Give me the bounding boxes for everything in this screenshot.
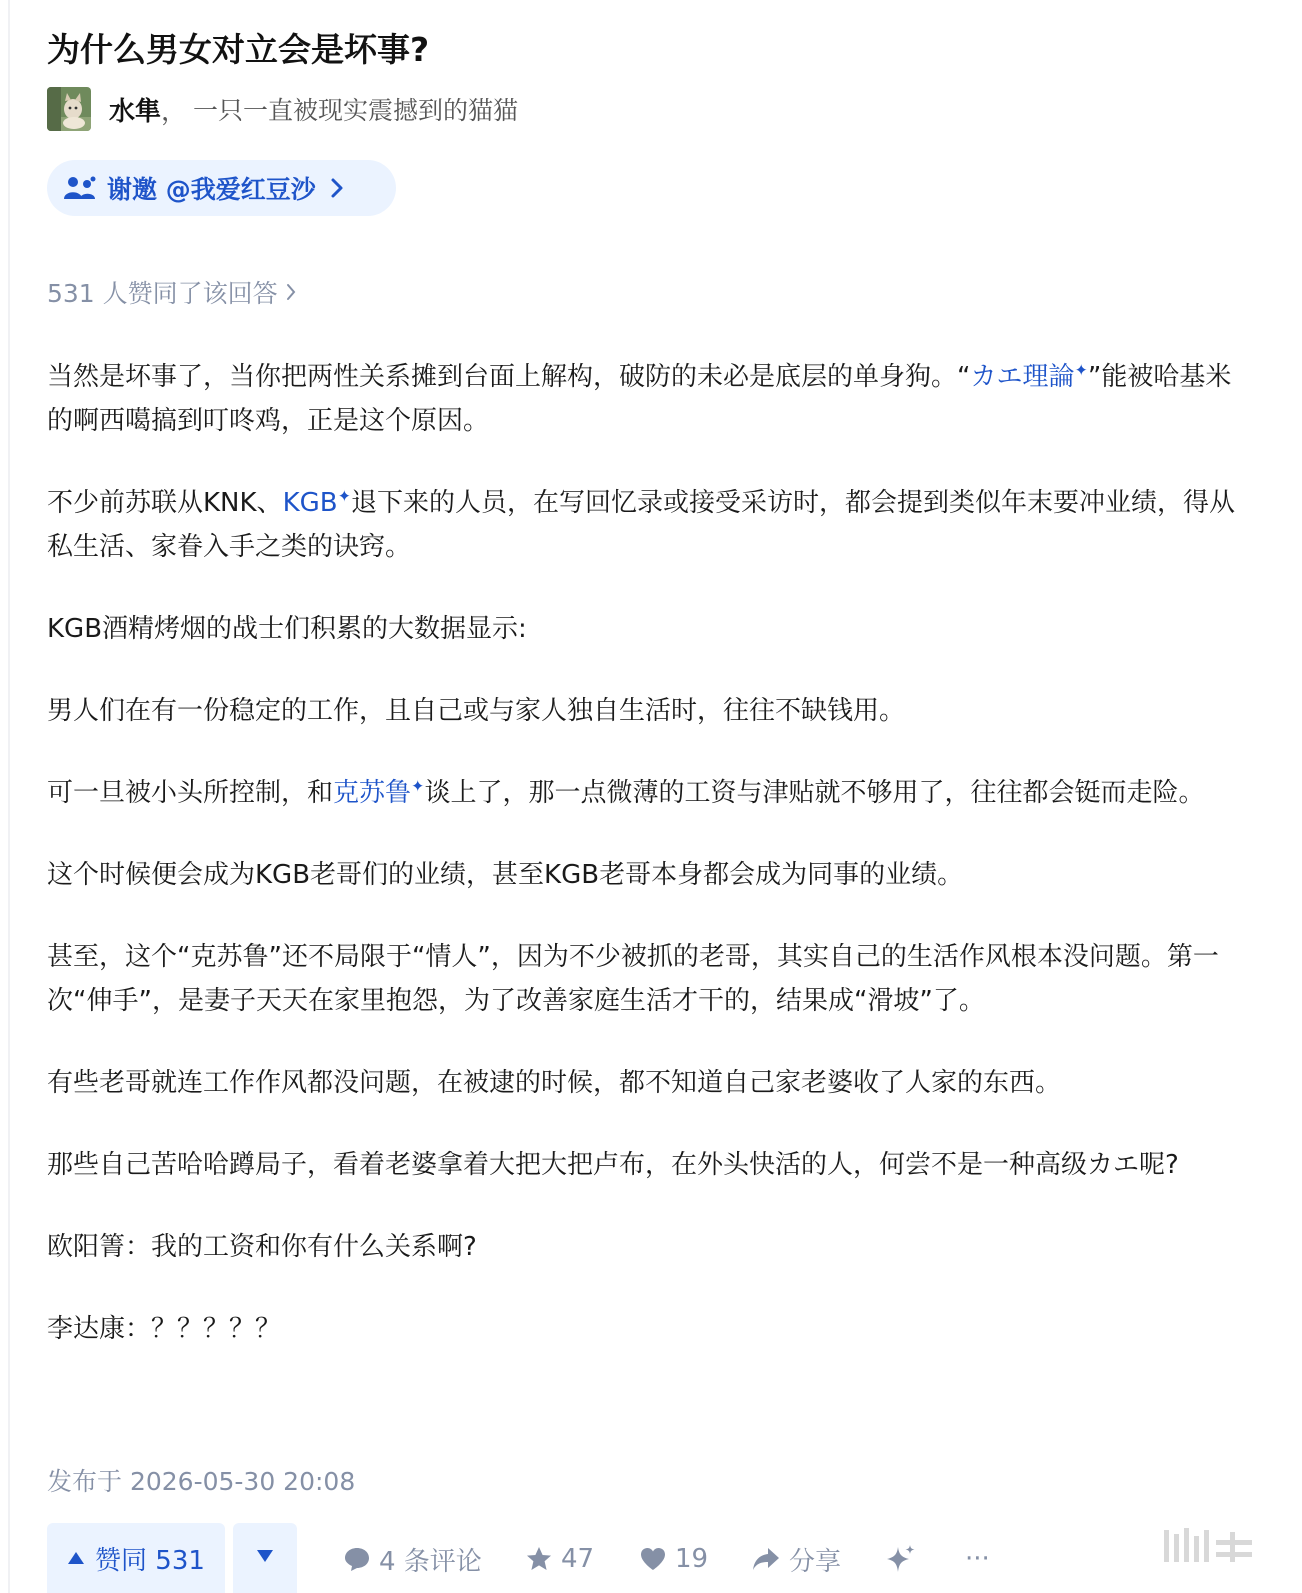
heart-icon <box>639 1545 667 1573</box>
author-avatar[interactable] <box>47 87 91 131</box>
chevron-right-icon <box>330 177 344 199</box>
author-bio: 一只一直被现实震撼到的猫猫 <box>193 96 519 125</box>
keyword-link[interactable]: 克苏鲁 <box>333 778 412 808</box>
favorites-count: 47 <box>561 1544 595 1574</box>
keyword-star-icon: ✦ <box>337 486 352 506</box>
paragraph-text: 有些老哥就连工作作风都没问题，在被逮的时候，都不知道自己家老婆收了人家的东西。 <box>47 1068 1062 1098</box>
sparkle-icon <box>885 1543 917 1575</box>
more-dots-icon: ··· <box>965 1544 990 1574</box>
keyword-link[interactable]: KGB <box>282 488 338 518</box>
invite-button[interactable] <box>47 160 396 216</box>
comments-label: 4 条评论 <box>379 1546 482 1577</box>
paragraph-text: 甚至，这个“克苏鲁”还不局限于“情人”，因为不少被抓的老哥，其实自己的生活作风根本没问题。第一次“伸手”，是妻子天天在家里抱怨，为了改善家庭生活才干的，结果成“滑坡”了。 <box>47 942 1219 1016</box>
answer-paragraph <box>47 481 1252 569</box>
answer-paragraph <box>47 1143 1252 1187</box>
answer-paragraph <box>47 607 1252 651</box>
paragraph-text: KGB酒精烤烟的战士们积累的大数据显示: <box>47 614 527 644</box>
paragraph-text: 不少前苏联从KNK、 <box>47 488 283 518</box>
chevron-right-icon <box>286 283 296 301</box>
answer-paragraph <box>47 1225 1252 1269</box>
more-button[interactable] <box>965 1537 990 1581</box>
answer-paragraph <box>47 355 1252 443</box>
invite-label: 谢邀 @我爱红豆沙 <box>107 175 316 204</box>
paragraph-text: ”能被哈基米的啊西噶搞到叮咚鸡，正是这个原因。 <box>47 362 1232 436</box>
star-icon <box>525 1545 553 1573</box>
keyword-star-icon: ✦ <box>411 776 425 796</box>
comment-bubble-icon <box>343 1545 371 1573</box>
question-title[interactable]: 为什么男女对立会是坏事? <box>47 30 430 69</box>
upvote-triangle-icon <box>67 1550 85 1566</box>
like-button[interactable] <box>639 1537 708 1581</box>
upvote-button[interactable] <box>47 1523 225 1593</box>
paragraph-text: 李达康：？？？？？ <box>47 1314 282 1344</box>
keyword-link[interactable]: カエ理論 <box>970 362 1075 392</box>
downvote-button[interactable] <box>233 1523 297 1593</box>
answer-paragraph <box>47 853 1252 897</box>
ai-sparkle-button[interactable] <box>885 1537 925 1581</box>
author-row <box>47 86 518 132</box>
downvote-triangle-icon <box>256 1548 274 1568</box>
paragraph-text: 谈上了，那一点微薄的工资与津贴就不够用了，往往都会铤而走险。 <box>424 778 1205 808</box>
author-separator: ， <box>161 96 188 127</box>
upvote-summary-link[interactable] <box>47 274 296 310</box>
paragraph-text: 那些自己苦哈哈蹲局子，看着老婆拿着大把大把卢布，在外头快活的人，何尝不是一种高级カエ呢? <box>47 1150 1179 1180</box>
publish-time: 发布于 2026-05-30 20:08 <box>47 1467 356 1496</box>
answer-paragraph <box>47 935 1252 1023</box>
paragraph-text: 可一旦被小头所控制，和 <box>47 778 334 808</box>
paragraph-text: 退下来的人员，在写回忆录或接受采访时，都会提到类似年末要冲业绩，得从私生活、家眷入手之类的诀窍。 <box>47 488 1236 562</box>
answer-paragraph <box>47 1061 1252 1105</box>
share-button[interactable] <box>751 1537 841 1581</box>
upvote-summary-text: 531 人赞同了该回答 <box>47 279 278 308</box>
answer-paragraph <box>47 689 1252 733</box>
share-arrow-icon <box>751 1545 781 1573</box>
action-bar <box>47 1523 1297 1593</box>
paragraph-text: 男人们在有一份稳定的工作，且自己或与家人独自生活时，往往不缺钱用。 <box>47 696 906 726</box>
answer-content <box>47 355 1252 1389</box>
watermark-logo <box>1158 1526 1258 1568</box>
share-label: 分享 <box>789 1546 842 1577</box>
paragraph-text: 当然是坏事了，当你把两性关系摊到台面上解构，破防的未必是底层的单身狗。“ <box>47 362 971 392</box>
page-left-rule <box>8 0 10 1593</box>
keyword-star-icon: ✦ <box>1074 360 1088 380</box>
invite-people-icon <box>63 175 97 201</box>
answer-paragraph <box>47 771 1252 815</box>
comments-button[interactable] <box>343 1537 482 1581</box>
answer-paragraph <box>47 1307 1252 1351</box>
upvote-label: 赞同 531 <box>95 1545 205 1576</box>
author-name[interactable]: 水隼 <box>109 96 162 127</box>
paragraph-text: 这个时候便会成为KGB老哥们的业绩，甚至KGB老哥本身都会成为同事的业绩。 <box>47 860 964 890</box>
likes-count: 19 <box>675 1544 709 1574</box>
paragraph-text: 欧阳箐：我的工资和你有什么关系啊? <box>47 1232 477 1262</box>
favorite-button[interactable] <box>525 1537 594 1581</box>
